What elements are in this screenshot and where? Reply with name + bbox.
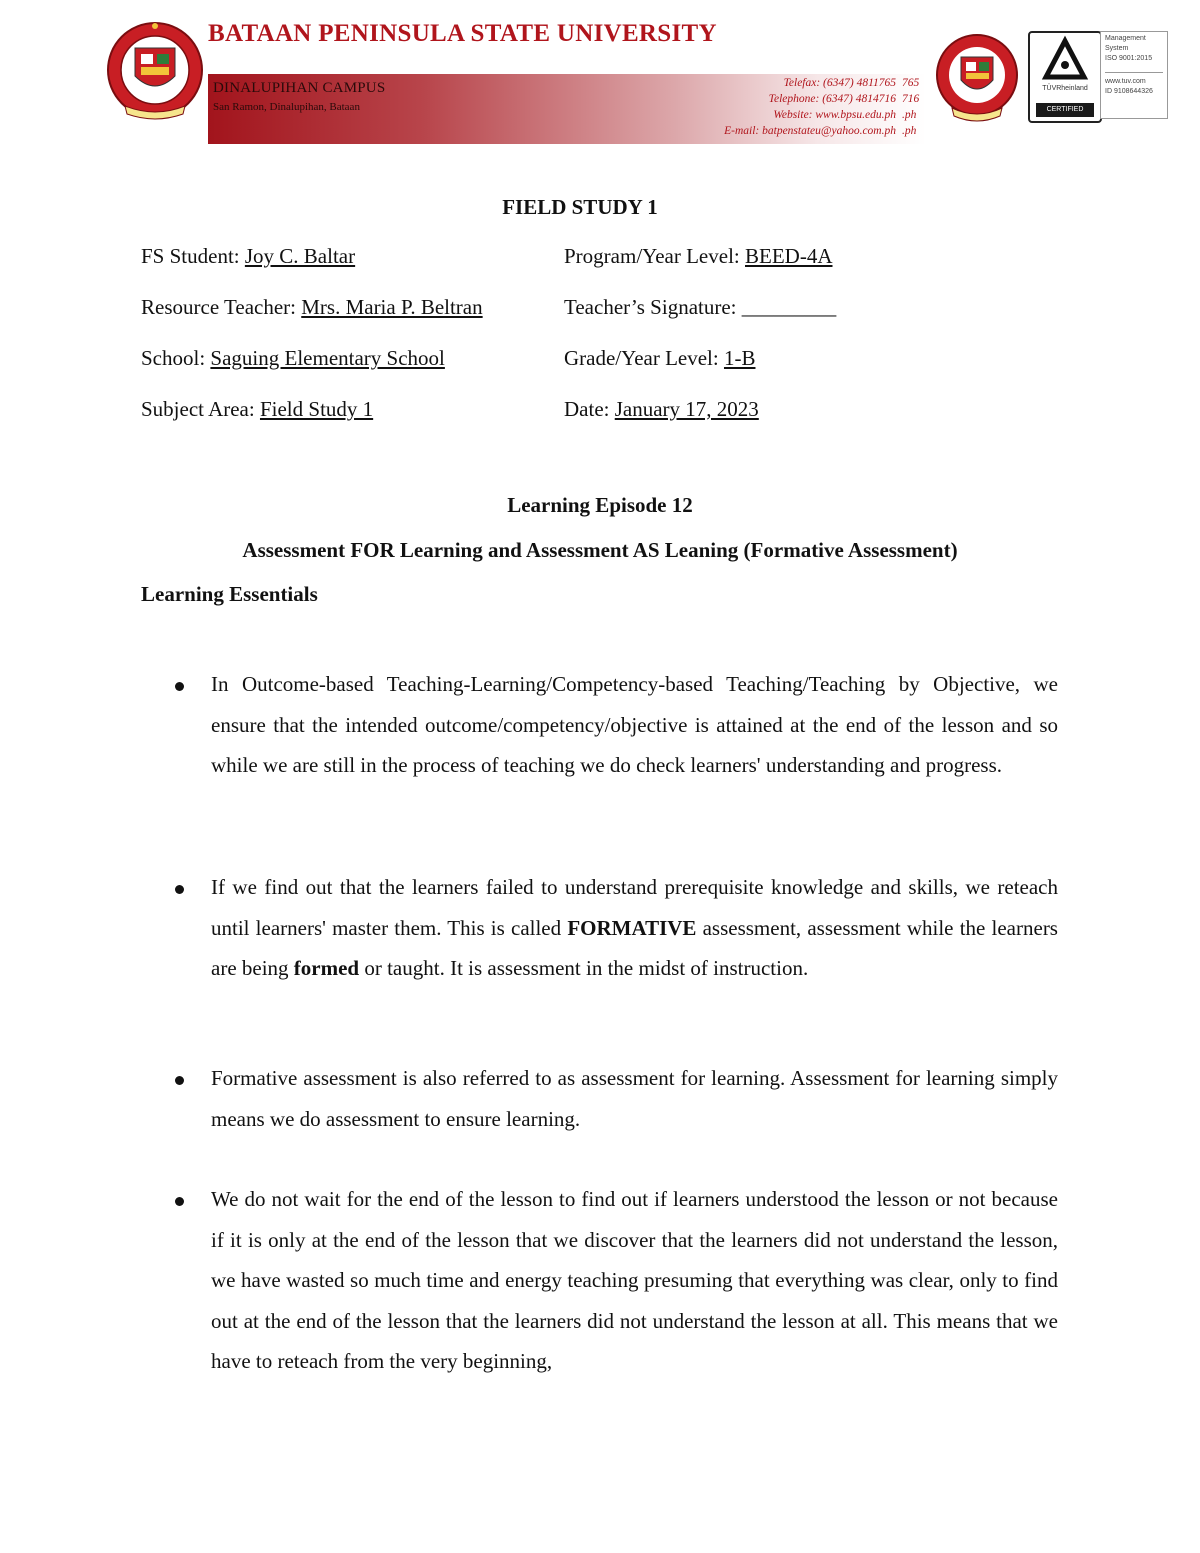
bullet-item-3 [211,1058,1058,1139]
iso-standard: ISO 9001:2015 [1105,55,1153,62]
bullet-item-2 [211,867,1058,989]
bullet-text: We do not wait for the end of the lesson to find out if learners understood the lesson or not because if it is only at the end of the lesson that we discover that the learners did not understand the lesson, we have wasted so much time and energy teaching presuming that everything was clear, only to find out at the end of the lesson that the learners did not understand the lesson at all. This means that we have to reteach from the very beginning, [211,1187,1058,1374]
bullet-icon [175,682,184,691]
fs-student-label: FS Student: [141,244,240,268]
campus-name: DINALUPIHAN CAMPUS [213,80,386,96]
contact-tail: 765 [902,77,920,89]
grade-field [564,346,755,371]
episode-subtitle: Assessment FOR Learning and Assessment AS Leaning (Formative Assessment) [242,538,958,562]
telephone: Telephone: (6347) 4814716 [768,93,896,105]
bullet-text: assessment, assessment while the learners are being [211,915,1058,981]
date-label: Date: [564,397,610,421]
signature-line: _________ [741,295,837,319]
tuv-logo-icon [1032,35,1098,85]
episode-heading: Learning Episode 12 [507,493,693,517]
university-seal-left-icon [105,14,205,126]
fs-student-value: Joy C. Baltar [244,244,356,268]
email: E-mail: batpenstateu@yahoo.com.ph [724,125,896,137]
subject-field [141,397,373,422]
letterhead [0,0,1200,160]
bullet-item-1 [211,664,1058,786]
resource-teacher-value: Mrs. Maria P. Beltran [301,295,483,319]
bullet-icon [175,1076,184,1085]
tuv-id: ID 9108644326 [1105,88,1153,95]
school-field [141,346,445,371]
subject-value: Field Study 1 [259,397,374,421]
mgmt-line: System [1105,45,1129,52]
document-title: FIELD STUDY 1 [502,195,658,219]
bullet-icon [175,1197,184,1206]
tuv-certification-badge [1028,31,1102,123]
date-value: January 17, 2023 [614,397,759,421]
bold-term: FORMATIVE [567,915,697,940]
university-name: BATAAN PENINSULA STATE UNIVERSITY [208,20,717,47]
contact-block [640,75,896,139]
bold-term: formed [293,956,360,981]
contact-tail: .ph [902,125,917,137]
campus-address: San Ramon, Dinalupihan, Bataan [213,101,360,113]
grade-label: Grade/Year Level: [564,346,719,370]
bullet-item-4 [211,1179,1058,1382]
resource-teacher-field [141,295,483,320]
signature-label: Teacher’s Signature: [564,295,737,319]
contact-tail: 716 [902,93,920,105]
fs-student-field [141,244,355,269]
bullet-icon [175,885,184,894]
tuv-brand: TÜVRheinland [1042,85,1088,92]
bullet-text: In Outcome-based Teaching-Learning/Competency-based Teaching/Teaching by Objective, we ensure that the intended outcome/competency/objective is attained at the end of the lesson and so while we are still in the process of teaching we do check learners' understanding and progress. [211,672,1058,778]
certified-label: CERTIFIED [1036,103,1094,117]
signature-field [564,295,836,320]
subject-label: Subject Area: [141,397,255,421]
tuv-web: www.tuv.com [1105,78,1146,85]
school-value: Saguing Elementary School [210,346,445,370]
program-label: Program/Year Level: [564,244,740,268]
program-value: BEED-4A [745,244,833,268]
contact-tail-block [902,75,928,139]
mgmt-line: Management [1105,35,1146,42]
section-heading: Learning Essentials [141,582,318,606]
telefax: Telefax: (6347) 4811765 [783,77,896,89]
divider [1105,72,1163,73]
bullet-text: or taught. It is assessment in the midst of instruction. [359,956,809,981]
bullet-text: Formative assessment is also referred to as assessment for learning. Assessment for learning simply means we do assessment to ensure learning. [211,1066,1058,1131]
resource-teacher-label: Resource Teacher: [141,295,296,319]
website: Website: www.bpsu.edu.ph [773,109,896,121]
contact-tail: .ph [902,109,917,121]
bullet-text: If we find out that the learners failed to understand prerequisite knowledge and skills, we reteach until learners' master them. This is called [211,875,1058,940]
university-seal-right-icon [934,22,1020,128]
grade-value: 1-B [723,346,756,370]
school-label: School: [141,346,206,370]
program-field [564,244,833,269]
date-field [564,397,759,422]
management-system-box [1100,31,1168,119]
